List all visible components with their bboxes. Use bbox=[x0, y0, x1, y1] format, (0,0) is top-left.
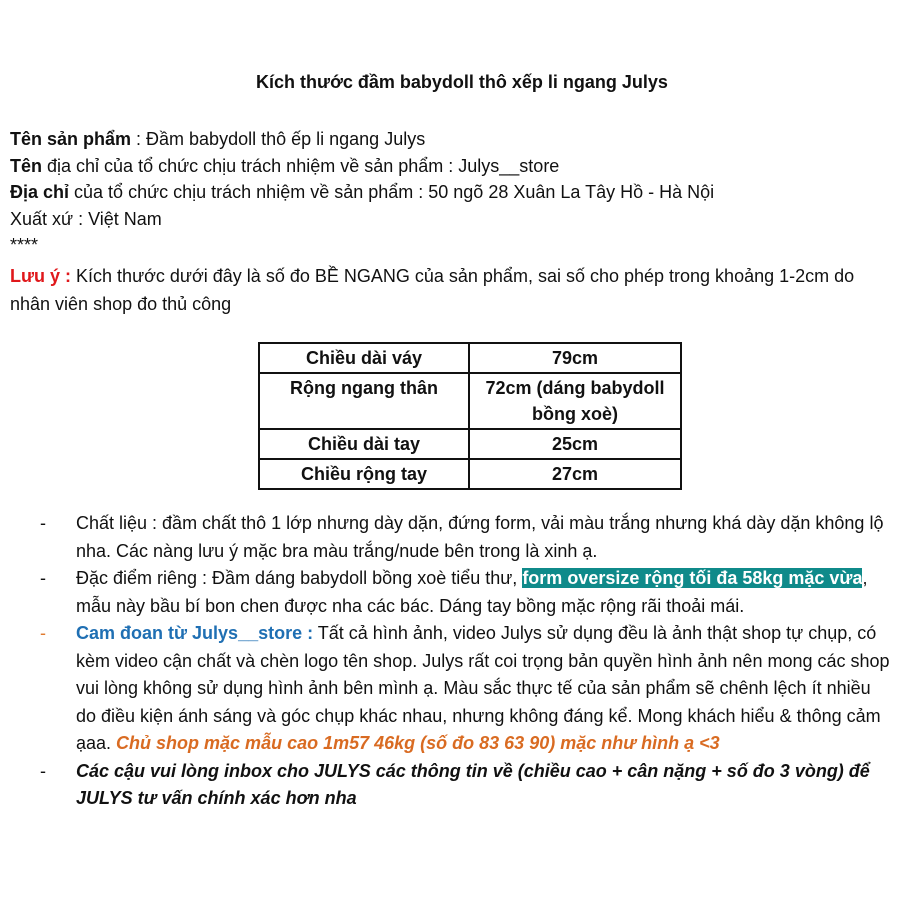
info-value: : Đầm babydoll thô ếp li ngang Julys bbox=[131, 129, 426, 149]
table-row bbox=[259, 459, 681, 489]
table-cell-name: Rộng ngang thân bbox=[259, 373, 469, 429]
info-line-separator bbox=[10, 232, 890, 259]
info-line-organization bbox=[10, 153, 890, 180]
bullet-dash: - bbox=[40, 623, 46, 643]
info-label: Tên sản phẩm bbox=[10, 129, 132, 149]
bullet-text-post: , mẫu này bầu bí bon chen được nha các bác. Dáng tay bồng mặc rộng rãi thoải mái. bbox=[76, 568, 868, 616]
bullet-text: Tất cả hình ảnh, video Julys sử dụng đều là ảnh thật shop tự chụp, có kèm video cận chất và chèn logo tên shop. Julys rất coi trọng bản quyền hình ảnh nên mong các shop vui lòng không sử dụng hình ảnh bên mình ạ. Màu sắc thực tế của sản phẩm sẽ chênh lệch ít nhiều do điều kiện ánh sáng và góc chụp khác nhau, nhưng không đáng kể. Mong khách hiểu & thông cảm ạaa. bbox=[76, 623, 890, 753]
product-info bbox=[10, 126, 890, 259]
bullet-text: Chất liệu : đầm chất thô 1 lớp nhưng dày dặn, đứng form, vải màu trắng nhưng khá dày dặn không lộ nha. Các nàng lưu ý mặc bra màu trắng/nude bên trong là xinh ạ. bbox=[76, 513, 884, 561]
table-row bbox=[259, 343, 681, 373]
measurement-note bbox=[10, 262, 890, 318]
bullet-dash: - bbox=[40, 760, 46, 781]
size-table bbox=[258, 342, 682, 490]
bullet-text-pre: Đặc điểm riêng : Đầm dáng babydoll bồng xoè tiểu thư, bbox=[76, 568, 523, 588]
info-label: Địa chỉ bbox=[10, 182, 70, 202]
table-cell-name: Chiều dài váy bbox=[259, 343, 469, 373]
table-cell-name: Chiều rộng tay bbox=[259, 459, 469, 489]
table-cell-value: 25cm bbox=[469, 429, 681, 459]
model-info-text: Chủ shop mặc mẫu cao 1m57 46kg (số đo 83 63 90) mặc như hình ạ <3 bbox=[116, 733, 720, 753]
table-cell-value: 72cm (dáng babydoll bồng xoè) bbox=[469, 373, 681, 429]
list-item-features bbox=[40, 565, 890, 620]
bullet-text: Các cậu vui lòng inbox cho JULYS các thông tin về (chiều cao + cân nặng + số đo 3 vòng) để JULYS tư vấn chính xác hơn nha bbox=[76, 760, 870, 808]
bullet-dash: - bbox=[40, 568, 46, 588]
info-line-origin bbox=[10, 206, 890, 233]
info-line-product-name bbox=[10, 126, 890, 153]
table-cell-value: 27cm bbox=[469, 459, 681, 489]
info-value: của tổ chức chịu trách nhiệm về sản phẩm : 50 ngõ 28 Xuân La Tây Hồ - Hà Nội bbox=[69, 182, 715, 202]
table-row bbox=[259, 373, 681, 429]
table-cell-name: Chiều dài tay bbox=[259, 429, 469, 459]
info-label: Tên bbox=[10, 155, 43, 176]
note-text: Kích thước dưới đây là số đo BỀ NGANG của sản phẩm, sai số cho phép trong khoảng 1-2cm do nhân viên shop đo thủ công bbox=[10, 266, 855, 314]
list-item-material bbox=[40, 510, 890, 565]
list-item-inbox bbox=[40, 758, 890, 813]
table-cell-value: 79cm bbox=[469, 343, 681, 373]
info-value: **** bbox=[10, 235, 39, 255]
list-item-guarantee bbox=[40, 620, 890, 758]
info-line-address bbox=[10, 179, 890, 206]
table-row bbox=[259, 429, 681, 459]
highlighted-text: form oversize rộng tối đa 58kg mặc vừa bbox=[522, 568, 863, 588]
bullet-dash: - bbox=[40, 513, 46, 533]
info-value: Xuất xứ : Việt Nam bbox=[10, 208, 162, 229]
page-title: Kích thước đầm babydoll thô xếp li ngang Julys bbox=[256, 72, 668, 92]
description-list bbox=[40, 510, 890, 813]
guarantee-label: Cam đoan từ Julys__store : bbox=[76, 623, 314, 643]
note-label: Lưu ý : bbox=[10, 266, 72, 286]
info-value: địa chỉ của tổ chức chịu trách nhiệm về sản phẩm : Julys__store bbox=[42, 155, 560, 176]
